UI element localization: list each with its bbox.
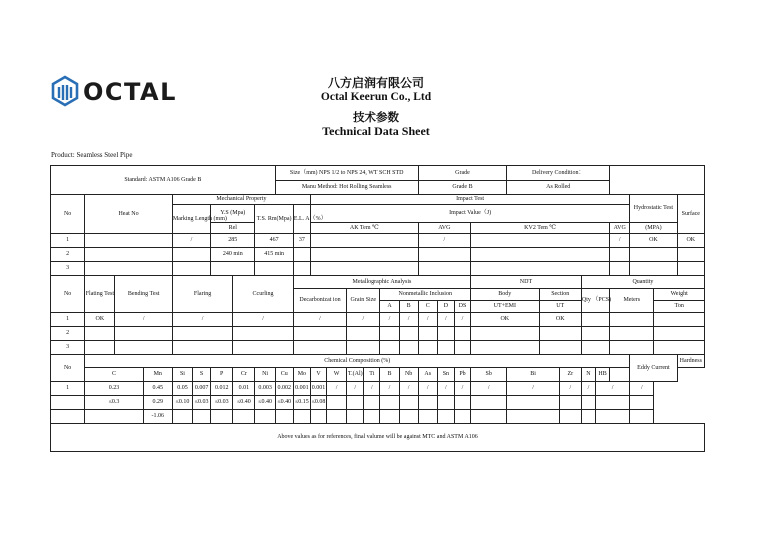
chem-cell: / (437, 382, 454, 396)
chem-hb-cell: / (630, 382, 654, 396)
mech-row-ys: 285 (211, 234, 255, 248)
heat-no-header: Heat No (85, 195, 173, 234)
mech-row-kv2 (471, 234, 610, 248)
mech-row-ts: 415 min (255, 248, 293, 262)
footer-note: Above values as for references, final valume will be against MTC and ASTM A106 (51, 424, 705, 452)
mech-row-el (293, 262, 310, 276)
eddy-current-header: Eddy Current (630, 355, 677, 382)
surface-header: Surface (677, 195, 704, 234)
chem-eddy-cell (595, 410, 629, 424)
test-row-qty (581, 313, 609, 327)
meters-header: Meters (610, 289, 654, 313)
inclusion-a-header: A (380, 301, 399, 313)
mpa-header: (MPA) (630, 223, 677, 234)
chem-hb-cell (630, 396, 654, 410)
chem-cell: ≤0.3 (85, 396, 143, 410)
mech-row-ak (310, 234, 418, 248)
chem-cell (380, 396, 399, 410)
decarbonization-header: Decarbonizat ion (293, 289, 346, 313)
test-row-body (471, 341, 540, 355)
mech-row-no: 1 (51, 234, 85, 248)
chem-row-no (51, 410, 85, 424)
bending-test-header: Bending Test (115, 276, 172, 313)
test-no-header: No (51, 276, 85, 313)
element-header-sn: Sn (437, 368, 454, 382)
test-row-flaring (172, 327, 232, 341)
chem-cell: 0.29 (143, 396, 172, 410)
mech-row-avg2 (610, 262, 630, 276)
element-header-cu: Cu (275, 368, 293, 382)
qty-pcs-header: Qty （PCS) (581, 289, 609, 313)
test-row-meters (610, 313, 654, 327)
element-header-ni: Ni (255, 368, 275, 382)
test-row-section (539, 341, 581, 355)
mech-row-el: 37 (293, 234, 310, 248)
chem-cell: / (471, 382, 507, 396)
test-row-section (539, 327, 581, 341)
mech-row-surface (677, 248, 704, 262)
hardness-header: Hardness (677, 355, 704, 368)
test-row-body (471, 327, 540, 341)
element-header-nb: Nb (399, 368, 418, 382)
mech-row-no: 2 (51, 248, 85, 262)
element-header-w: W (327, 368, 347, 382)
mech-row-avg2: / (610, 234, 630, 248)
chem-cell: ≤0.03 (211, 396, 233, 410)
element-header-sb: Sb (471, 368, 507, 382)
test-row-c: / (418, 313, 437, 327)
ut-header: UT (539, 301, 581, 313)
test-row-a (380, 341, 399, 355)
element-header-c: C (85, 368, 143, 382)
chem-cell: / (581, 382, 595, 396)
chem-cell (364, 396, 380, 410)
chem-cell: ≤0.08 (310, 396, 326, 410)
test-row-decarb (293, 341, 346, 355)
quantity-header: Quantity (581, 276, 704, 289)
element-header-b: B (380, 368, 399, 382)
company-name-english: Octal Keerun Co., Ltd (320, 91, 432, 103)
test-row-weight (654, 341, 705, 355)
chem-cell (275, 410, 293, 424)
chem-cell (507, 410, 559, 424)
test-row-meters (610, 327, 654, 341)
mech-row-marking: / (172, 234, 210, 248)
chem-cell: 0.23 (85, 382, 143, 396)
chem-cell (559, 396, 581, 410)
test-row-d: / (437, 313, 454, 327)
test-row-grain: / (347, 313, 380, 327)
test-row-b (399, 327, 418, 341)
company-logo (52, 76, 182, 110)
mech-row-kv2 (471, 248, 610, 262)
inclusion-ds-header: DS (454, 301, 470, 313)
chem-cell: 0.05 (172, 382, 192, 396)
test-row-body: OK (471, 313, 540, 327)
chem-cell: ≤0.03 (193, 396, 211, 410)
mech-row (51, 248, 705, 262)
chem-row (51, 396, 705, 410)
grade-value: Grade B (418, 181, 507, 195)
mech-row-ak (310, 262, 418, 276)
delivery-condition-value: As Rolled (507, 181, 610, 195)
chem-cell: / (347, 382, 364, 396)
rel-header: Rel (211, 223, 255, 234)
chem-cell: 0.002 (275, 382, 293, 396)
chem-no-header: No (51, 355, 85, 382)
chem-eddy-cell: / (595, 382, 629, 396)
chem-row-no (51, 396, 85, 410)
test-row-qty (581, 327, 609, 341)
mech-row-hydro (630, 262, 677, 276)
logo-text: OCTAL (83, 78, 177, 106)
chem-cell: -1.06 (143, 410, 172, 424)
mech-row-avg2 (610, 248, 630, 262)
element-header-pb: Pb (454, 368, 470, 382)
ndt-section-header: Section (539, 289, 581, 301)
chem-cell (418, 396, 437, 410)
ak-tem-header: AK Tem ℃ (310, 223, 418, 234)
test-row-bending (115, 327, 172, 341)
mech-row-heat (85, 234, 173, 248)
hb-header: HB (595, 368, 609, 382)
element-header-p: P (211, 368, 233, 382)
product-label: Product: Seamless Steel Pipe (51, 151, 133, 159)
element-header-mn: Mn (143, 368, 172, 382)
test-row-ds: / (454, 313, 470, 327)
octal-hexagon-logo-icon (52, 76, 78, 106)
avg-header-1: AVG (418, 223, 470, 234)
chem-cell (211, 410, 233, 424)
test-row-a: / (380, 313, 399, 327)
mech-row-marking (172, 262, 210, 276)
chem-cell: 0.007 (193, 382, 211, 396)
mech-row-ts (255, 262, 293, 276)
inclusion-d-header: D (437, 301, 454, 313)
mech-row-surface (677, 262, 704, 276)
flating-test-header: Flating Test (85, 276, 115, 313)
chem-cell (581, 410, 595, 424)
chem-cell (471, 396, 507, 410)
chem-row (51, 382, 705, 396)
test-row-flating (85, 341, 115, 355)
test-row-weight (654, 313, 705, 327)
element-header-mo: Mo (293, 368, 310, 382)
test-row-ds (454, 341, 470, 355)
test-row-c (418, 341, 437, 355)
element-header-n: N (581, 368, 595, 382)
test-row-no: 2 (51, 327, 85, 341)
technical-data-table (50, 165, 705, 452)
test-row-no: 1 (51, 313, 85, 327)
chem-cell: / (327, 382, 347, 396)
element-header-bi: Bi (507, 368, 559, 382)
chem-cell (437, 396, 454, 410)
test-row-c (418, 327, 437, 341)
standard-cell: Standard: ASTM A106 Grade B (51, 166, 276, 195)
mech-row-avg1 (418, 248, 470, 262)
chem-cell (471, 410, 507, 424)
manu-method-cell: Manu Method: Hot Rolling Seamless (275, 181, 418, 195)
chem-cell: ≤0.40 (255, 396, 275, 410)
ndt-header: NDT (471, 276, 582, 289)
chem-cell (85, 410, 143, 424)
company-name-chinese: 八方启润有限公司 (327, 76, 424, 90)
chem-cell: 0.45 (143, 382, 172, 396)
chem-cell (418, 410, 437, 424)
chem-cell: 0.001 (293, 382, 310, 396)
chem-cell (255, 410, 275, 424)
chem-cell (559, 410, 581, 424)
test-row-weight (654, 327, 705, 341)
kv2-tem-header: KV2 Tem ℃ (471, 223, 610, 234)
test-row-qty (581, 341, 609, 355)
chem-cell: / (507, 382, 559, 396)
mech-row (51, 262, 705, 276)
flaring-header: Flaring (172, 276, 232, 313)
general-blank-cell (610, 166, 705, 195)
chem-cell (507, 396, 559, 410)
ccurling-header: Ccurling (233, 276, 294, 313)
element-header-cr: Cr (233, 368, 255, 382)
test-row-flaring (172, 341, 232, 355)
test-row-d (437, 327, 454, 341)
test-row-flating: OK (85, 313, 115, 327)
size-cell: Size（mm) NPS 1/2 to NPS 24, WT SCH STD (275, 166, 418, 181)
chem-hb-cell (630, 410, 654, 424)
test-row-no: 3 (51, 341, 85, 355)
chem-cell: 0.001 (310, 382, 326, 396)
mech-row-heat (85, 262, 173, 276)
impact-value-header: Impact Value（J) (310, 205, 629, 223)
chem-cell: ≤0.10 (172, 396, 192, 410)
mech-row-hydro (630, 248, 677, 262)
chem-cell (310, 410, 326, 424)
inclusion-c-header: C (418, 301, 437, 313)
test-row-ds (454, 327, 470, 341)
test-row-meters (610, 341, 654, 355)
document-title-english: Technical Data Sheet (322, 124, 430, 138)
grade-label: Grade (418, 166, 507, 181)
element-header-zr: Zr (559, 368, 581, 382)
nonmetallic-inclusion-header: Nonmetallic Inclusion (380, 289, 471, 301)
test-row-ccurling (233, 341, 294, 355)
impact-test-header: Impact Test (310, 195, 629, 205)
test-row (51, 327, 705, 341)
chem-cell (327, 410, 347, 424)
chem-row (51, 410, 705, 424)
chem-cell (193, 410, 211, 424)
weight-header: Weight (654, 289, 705, 301)
chem-cell (437, 410, 454, 424)
chemical-composition-header: Chemical Composition (%) (85, 355, 630, 368)
test-row-decarb (293, 327, 346, 341)
test-row-flaring: / (172, 313, 232, 327)
marking-length-header: Marking Length (mm) (172, 205, 210, 234)
chem-cell: ≤0.15 (293, 396, 310, 410)
chem-cell (399, 410, 418, 424)
ndt-body-header: Body (471, 289, 540, 301)
test-row-decarb: / (293, 313, 346, 327)
ton-header: Ton (654, 301, 705, 313)
test-row (51, 313, 705, 327)
test-row-b (399, 341, 418, 355)
element-header-v: V (310, 368, 326, 382)
chem-cell: 0.003 (255, 382, 275, 396)
ts-header: T.S. Rm(Mpa) (255, 205, 293, 234)
mech-row-hydro: OK (630, 234, 677, 248)
mech-row-kv2 (471, 262, 610, 276)
element-header-as: As (418, 368, 437, 382)
test-row-d (437, 341, 454, 355)
mechanical-property-header: Mechanical Property (172, 195, 310, 205)
chem-cell (172, 410, 192, 424)
chem-cell: / (364, 382, 380, 396)
grain-size-header: Grain Size (347, 289, 380, 313)
test-row-ccurling: / (233, 313, 294, 327)
inclusion-b-header: B (399, 301, 418, 313)
chem-cell: 0.01 (233, 382, 255, 396)
chem-cell (581, 396, 595, 410)
mech-row-no: 3 (51, 262, 85, 276)
test-row-flating (85, 327, 115, 341)
mech-row-avg1: / (418, 234, 470, 248)
chem-cell (364, 410, 380, 424)
mech-row-avg1 (418, 262, 470, 276)
chem-row-no: 1 (51, 382, 85, 396)
mech-row-ys (211, 262, 255, 276)
ys-header: Y.S (Mpa) (211, 205, 255, 223)
element-header-ti: Ti (364, 368, 380, 382)
hydrostatic-test-header: Hydrostatic Test (630, 195, 677, 223)
test-row-ccurling (233, 327, 294, 341)
el-header: E.L. A（%） (293, 205, 310, 234)
chem-cell (454, 410, 470, 424)
element-header-tal: T.(Al) (347, 368, 364, 382)
mech-row (51, 234, 705, 248)
chem-cell: ≤0.40 (275, 396, 293, 410)
test-row-grain (347, 327, 380, 341)
ut-emi-header: UT+EMI (471, 301, 540, 313)
mech-row-surface: OK (677, 234, 704, 248)
chem-cell (380, 410, 399, 424)
chem-cell: / (380, 382, 399, 396)
test-row-bending: / (115, 313, 172, 327)
test-row (51, 341, 705, 355)
mech-row-el (293, 248, 310, 262)
chem-cell: / (399, 382, 418, 396)
chem-cell: ≤0.40 (233, 396, 255, 410)
chem-cell: / (559, 382, 581, 396)
test-row-bending (115, 341, 172, 355)
chem-cell (293, 410, 310, 424)
element-header-s: S (193, 368, 211, 382)
mech-row-marking (172, 248, 210, 262)
test-row-a (380, 327, 399, 341)
chem-cell: / (454, 382, 470, 396)
chem-eddy-cell (595, 396, 629, 410)
document-title-chinese: 技术参数 (353, 112, 399, 124)
mech-row-ak (310, 248, 418, 262)
avg-header-2: AVG (610, 223, 630, 234)
test-row-section: OK (539, 313, 581, 327)
metallographic-analysis-header: Metallographic Analysis (293, 276, 470, 289)
element-header-si: Si (172, 368, 192, 382)
chem-cell (347, 396, 364, 410)
chem-cell (327, 396, 347, 410)
delivery-condition-label: Delivery Condition： (507, 166, 610, 181)
chem-cell (399, 396, 418, 410)
chem-cell (233, 410, 255, 424)
test-row-grain (347, 341, 380, 355)
test-row-b: / (399, 313, 418, 327)
mech-no-header: No (51, 195, 85, 234)
mech-row-heat (85, 248, 173, 262)
chem-cell (347, 410, 364, 424)
chem-cell: 0.012 (211, 382, 233, 396)
mech-row-ts: 467 (255, 234, 293, 248)
chem-cell: / (418, 382, 437, 396)
mech-row-ys: 240 min (211, 248, 255, 262)
chem-cell (454, 396, 470, 410)
